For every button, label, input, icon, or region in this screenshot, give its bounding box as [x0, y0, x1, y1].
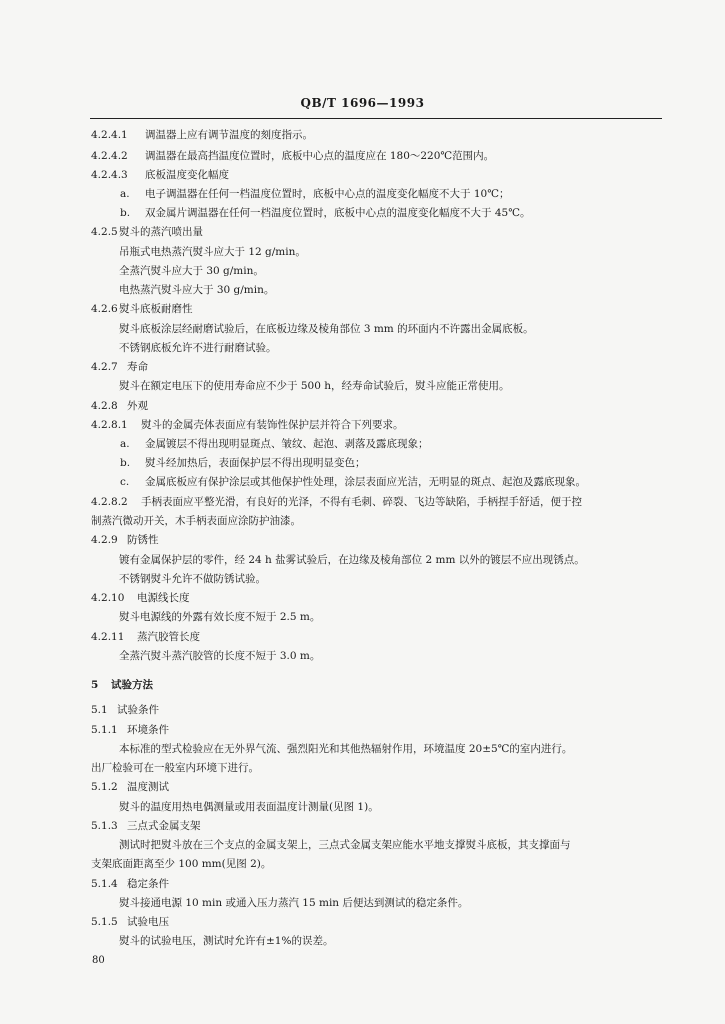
- clause-line: 5.1.3 三点式金属支架: [91, 820, 201, 832]
- list-item: a. 电子调温器在任何一档温度位置时，底板中心点的温度变化幅度不大于 10℃；: [120, 188, 510, 200]
- header-rule: [90, 118, 662, 119]
- clause-line: 4.2.4.3 底板温度变化幅度: [91, 169, 229, 181]
- clause-line: 4.2.5熨斗的蒸汽喷出量: [91, 226, 203, 238]
- clause-line: 5.1.1 环境条件: [91, 724, 169, 736]
- clause-line: 4.2.9 防锈性: [91, 534, 159, 546]
- section-heading: 5 试验方法: [91, 679, 153, 691]
- paragraph-line: 熨斗电源线的外露有效长度不短于 2.5 m。: [119, 611, 321, 623]
- list-item: b. 双金属片调温器在任何一档温度位置时，底板中心点的温度变化幅度不大于 45℃。: [120, 207, 531, 219]
- paragraph-line: 熨斗接通电源 10 min 或通入压力蒸汽 15 min 后便达到测试的稳定条件。: [119, 897, 469, 909]
- clause-line: 4.2.4.2 调温器在最高挡温度位置时，底板中心点的温度应在 180～220℃范围内。: [91, 150, 495, 162]
- paragraph-line: 镀有金属保护层的零件，经 24 h 盐雾试验后，在边缘及棱角部位 2 mm 以外的镀层不应出现锈点。: [119, 554, 585, 566]
- clause-line: 5.1.2 温度测试: [91, 781, 169, 793]
- paragraph-line: 熨斗的温度用热电偶测量或用表面温度计测量(见图 1)。: [119, 801, 379, 813]
- clause-line: 4.2.8.1 熨斗的金属壳体表面应有装饰性保护层并符合下列要求。: [91, 419, 404, 431]
- clause-line: 4.2.6熨斗底板耐磨性: [91, 303, 193, 315]
- paragraph-line: 不锈钢底板允许不进行耐磨试验。: [119, 342, 277, 354]
- paragraph-line: 熨斗在额定电压下的使用寿命应不少于 500 h，经寿命试验后，熨斗应能正常使用。: [119, 380, 510, 392]
- clause-line: 5.1.4 稳定条件: [91, 878, 169, 890]
- clause-line: 4.2.11 蒸汽胶管长度: [91, 631, 200, 643]
- clause-line: 5.1 试验条件: [91, 704, 159, 716]
- paragraph-line: 支架底面距离至少 100 mm(见图 2)。: [91, 858, 272, 870]
- clause-line: 4.2.7 寿命: [91, 361, 148, 373]
- clause-line: 5.1.5 试验电压: [91, 916, 169, 928]
- paragraph-line: 不锈钢熨斗允许不做防锈试验。: [119, 573, 266, 585]
- clause-line: 4.2.8 外观: [91, 400, 148, 412]
- list-item: c. 金属底板应有保护涂层或其他保护性处理，涂层表面应光洁，无明显的斑点、起泡及露底现象。: [120, 476, 586, 488]
- paragraph-line: 吊瓶式电热蒸汽熨斗应大于 12 g/min。: [119, 246, 306, 258]
- paragraph-line: 本标准的型式检验应在无外界气流、强烈阳光和其他热辐射作用，环境温度 20±5℃的室内进行。: [119, 743, 573, 755]
- paragraph-line: 熨斗的试验电压，测试时允许有±1%的误差。: [119, 935, 334, 947]
- list-item: a. 金属镀层不得出现明显斑点、皱纹、起泡、剥落及露底现象；: [120, 438, 429, 450]
- paragraph-line: 出厂检验可在一般室内环境下进行。: [91, 762, 259, 774]
- list-item: b. 熨斗经加热后，表面保护层不得出现明显变色；: [120, 457, 366, 469]
- paragraph-line: 测试时把熨斗放在三个支点的金属支架上，三点式金属支架应能水平地支撑熨斗底板，其支撑面与: [119, 839, 571, 851]
- clause-line: 4.2.4.1 调温器上应有调节温度的刻度指示。: [91, 129, 313, 141]
- paragraph-line: 制蒸汽微动开关，木手柄表面应涂防护油漆。: [91, 515, 301, 527]
- clause-line: 4.2.8.2 手柄表面应平整光滑，有良好的光泽，不得有毛刺、碎裂、飞边等缺陷，手柄捏手舒适，便于控: [91, 496, 582, 508]
- clause-line: 4.2.10 电源线长度: [91, 592, 190, 604]
- standard-code-header: QB/T 1696—1993: [300, 96, 425, 110]
- paragraph-line: 熨斗底板涂层经耐磨试验后，在底板边缘及棱角部位 3 mm 的环面内不许露出金属底板。: [119, 323, 534, 335]
- page-number: 80: [92, 955, 105, 966]
- paragraph-line: 全蒸汽熨斗应大于 30 g/min。: [119, 265, 264, 277]
- paragraph-line: 电热蒸汽熨斗应大于 30 g/min。: [119, 284, 275, 296]
- paragraph-line: 全蒸汽熨斗蒸汽胶管的长度不短于 3.0 m。: [119, 650, 321, 662]
